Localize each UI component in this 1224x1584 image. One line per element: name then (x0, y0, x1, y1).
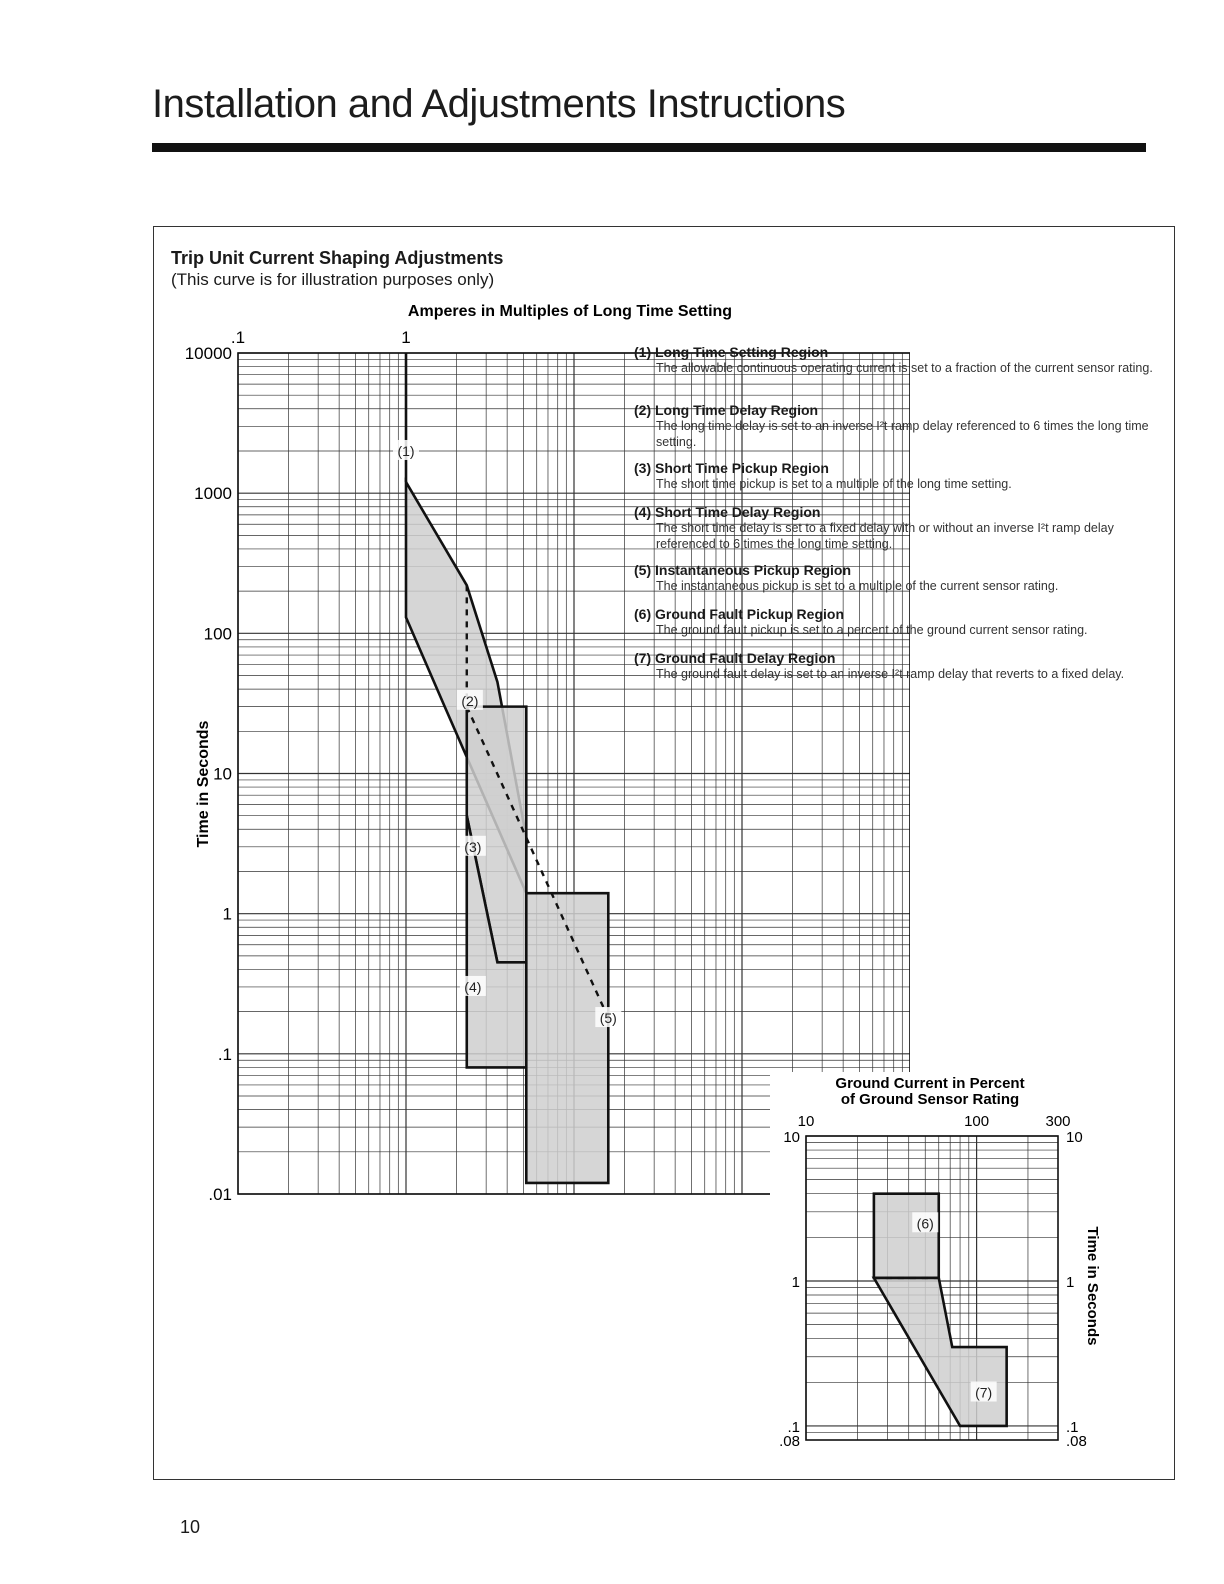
legend-heading: (4) Short Time Delay Region (634, 504, 821, 520)
y-tick-label: 10 (213, 764, 232, 784)
y-tick-label-right: 10 (1066, 1129, 1083, 1146)
gf-y-axis-title: Time in Seconds (1084, 1226, 1101, 1346)
gf-x-axis-title-line1: Ground Current in Percent (835, 1075, 1025, 1092)
main-y-axis-title: Time in Seconds (195, 720, 212, 848)
x-tick-label: 100 (964, 1113, 990, 1130)
legend-heading: (6) Ground Fault Pickup Region (634, 606, 844, 622)
ground-fault-chart (770, 1072, 1130, 1464)
region-label: (3) (464, 838, 482, 855)
y-tick-label: .1 (217, 1044, 232, 1064)
region-label: (5) (599, 1010, 617, 1027)
figure-title: Trip Unit Current Shaping Adjustments (171, 248, 504, 268)
legend-description: The long time delay is set to an inverse I²t ramp delay referenced to 6 times the long time setting. (656, 419, 1149, 449)
legend-item (634, 460, 1154, 492)
x-tick-label: 10 (797, 1113, 815, 1130)
legend-item (634, 504, 1154, 552)
y-tick-label: .01 (208, 1185, 232, 1204)
legend-description: The short time delay is set to a fixed delay with or without an inverse I²t ramp delay referenced to 6 times the long time setting. (656, 521, 1114, 551)
main-tick-labels (185, 328, 411, 1204)
y-tick-label: 1000 (194, 484, 232, 504)
y-tick-label: 10000 (184, 344, 232, 363)
region-label: (1) (397, 442, 415, 459)
y-tick-label: 100 (203, 624, 232, 644)
legend-description: The allowable continuous operating current is set to a fraction of the current sensor rating. (656, 361, 1153, 375)
legend-description: The ground fault pickup is set to a percent of the ground current sensor rating. (656, 623, 1088, 637)
region-polygon (526, 893, 608, 1183)
region-label: (4) (464, 978, 482, 995)
y-tick-label-right: .08 (1066, 1433, 1087, 1450)
gf-x-axis-title-line2: of Ground Sensor Rating (840, 1091, 1020, 1108)
y-tick-label-right: 1 (1066, 1273, 1075, 1291)
main-x-axis-title: Amperes in Multiples of Long Time Setting (407, 303, 733, 320)
y-tick-label-right: .1 (1066, 1418, 1079, 1436)
region-label: (6) (916, 1215, 934, 1232)
legend-heading: (1) Long Time Setting Region (634, 344, 829, 360)
figure-subtitle: (This curve is for illustration purposes only) (171, 270, 495, 289)
y-tick-label: 1 (222, 904, 232, 924)
legend-item (634, 606, 1154, 638)
title-rule (152, 143, 1146, 152)
legend-heading: (7) Ground Fault Delay Region (634, 650, 836, 666)
x-tick-label: 300 (1045, 1113, 1071, 1130)
x-tick-label: .1 (230, 328, 246, 347)
y-tick-label: 1 (791, 1273, 800, 1291)
region-label: (2) (461, 692, 479, 709)
y-tick-label: .1 (787, 1418, 800, 1436)
y-tick-label: .08 (779, 1433, 800, 1450)
legend-item (634, 402, 1154, 450)
legend-heading: (3) Short Time Pickup Region (634, 460, 829, 476)
legend-description: The ground fault delay is set to an inverse I²t ramp delay that reverts to a fixed delay. (656, 667, 1125, 681)
legend-item (634, 344, 1154, 376)
x-tick-label: 1 (401, 328, 411, 347)
legend-heading: (2) Long Time Delay Region (634, 402, 819, 418)
legend-item (634, 562, 1154, 594)
legend-description: The instantaneous pickup is set to a multiple of the current sensor rating. (656, 579, 1059, 593)
y-tick-label: 10 (783, 1129, 800, 1146)
legend-description: The short time pickup is set to a multiple of the long time setting. (656, 477, 1012, 491)
page-number: 10 (180, 1517, 201, 1537)
region-label: (7) (975, 1384, 993, 1401)
legend-heading: (5) Instantaneous Pickup Region (634, 562, 852, 578)
legend-item (634, 650, 1154, 682)
page-title: Installation and Adjustments Instructions (152, 82, 846, 126)
region-polygon (874, 1194, 939, 1278)
